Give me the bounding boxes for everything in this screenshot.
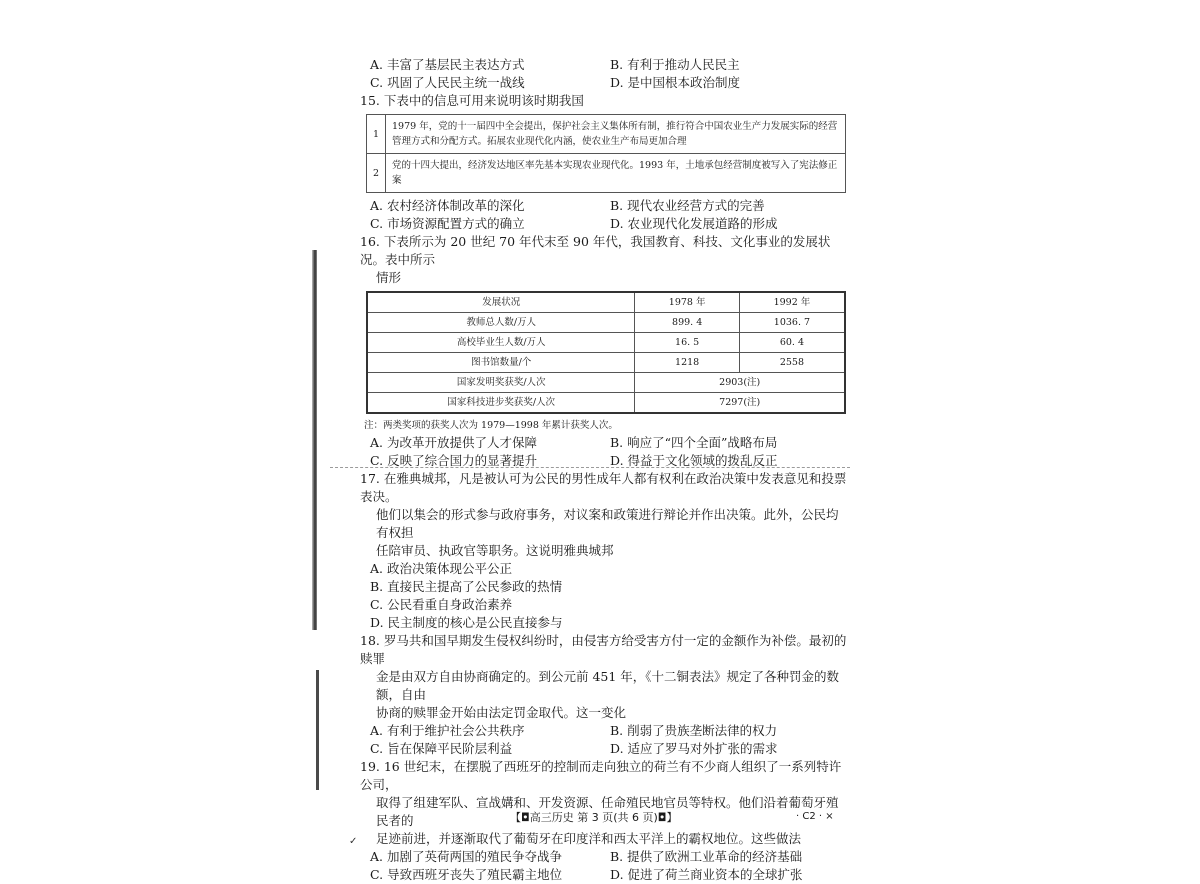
q19-option-a[interactable]: A. 加剧了英荷两国的殖民争夺战争: [370, 849, 562, 864]
q15-option-d[interactable]: D. 农业现代化发展道路的形成: [610, 216, 778, 231]
q14-option-b[interactable]: B. 有利于推动人民民主: [610, 57, 740, 72]
q16-row4-label: 国家发明奖获奖/人次: [367, 373, 635, 393]
q16-row1-1992: 1036. 7: [739, 313, 845, 333]
q14-option-a[interactable]: A. 丰富了基层民主表达方式: [370, 57, 525, 72]
q15-row2-text: 党的十四大提出，经济发达地区率先基本实现农业现代化。1993 年，土地承包经营制度被写入了宪法修正案: [386, 154, 846, 193]
q16-row5-value: 7297(注): [635, 393, 845, 414]
q18-options-row1: [360, 722, 850, 740]
table-row: [367, 313, 845, 333]
q17-option-d[interactable]: D. 民主制度的核心是公民直接参与: [370, 615, 563, 630]
q19-option-c[interactable]: C. 导致西班牙丧失了殖民霸主地位: [370, 867, 563, 882]
q15-options-row1: [360, 197, 850, 215]
q19-option-b[interactable]: B. 提供了欧洲工业革命的经济基础: [610, 849, 803, 864]
scan-binding-edge-lower: [316, 670, 319, 790]
table-row: [367, 353, 845, 373]
q18-stem-line1: 18. 罗马共和国早期发生侵权纠纷时，由侵害方给受害方付一定的金额作为补偿。最初的赎罪: [360, 633, 847, 666]
q16-table-note: 注：两类奖项的获奖人次为 1979—1998 年累计获奖人次。: [364, 420, 618, 431]
q16-row1-label: 教师总人数/万人: [367, 313, 635, 333]
q16-row3-1978: 1218: [635, 353, 739, 373]
q17-stem-line2: 他们以集会的形式参与政府事务，对议案和政策进行辩论并作出决策。此外，公民均有权担: [376, 507, 839, 540]
q15-row1-text: 1979 年，党的十一届四中全会提出，保护社会主义集体所有制，推行符合中国农业生产力发展实际的经营管理方式和分配方式。拓展农业现代化内涵，使农业生产布局更加合理: [386, 115, 846, 154]
q16-option-a[interactable]: A. 为改革开放提供了人才保障: [370, 435, 537, 450]
q17-option-a[interactable]: A. 政治决策体现公平公正: [370, 561, 512, 576]
table-header-row: [367, 292, 845, 313]
q16-options-row2: [360, 452, 850, 470]
q14-options-row2: [360, 74, 850, 92]
exam-page: [360, 56, 850, 884]
tick-mark-icon: ✓: [349, 836, 358, 847]
q17-stem-line3: 任陪审员、执政官等职务。这说明雅典城邦: [376, 543, 614, 558]
q18-option-c[interactable]: C. 旨在保障平民阶层利益: [370, 741, 513, 756]
q19-options-row2: [360, 866, 850, 884]
q17-option-c[interactable]: C. 公民看重自身政治素养: [370, 597, 513, 612]
page-code: · C2 · ×: [796, 811, 834, 822]
q18-stem-line3: 协商的赎罪金开始由法定罚金取代。这一变化: [376, 705, 627, 720]
q15-stem: 15. 下表中的信息可用来说明该时期我国: [360, 93, 584, 108]
q15-option-b[interactable]: B. 现代农业经营方式的完善: [610, 198, 765, 213]
q16-options-row1: [360, 434, 850, 452]
q16-table: [366, 291, 846, 414]
q16-option-c[interactable]: C. 反映了综合国力的显著提升: [370, 453, 538, 468]
q17-option-b[interactable]: B. 直接民主提高了公民参政的热情: [370, 579, 563, 594]
q15-option-a[interactable]: A. 农村经济体制改革的深化: [370, 198, 525, 213]
q14-option-d[interactable]: D. 是中国根本政治制度: [610, 75, 741, 90]
q14-option-c[interactable]: C. 巩固了人民民主统一战线: [370, 75, 525, 90]
q19-options-row1: [360, 848, 850, 866]
q16-row4-value: 2903(注): [635, 373, 845, 393]
q16-header-1992: 1992 年: [739, 292, 845, 313]
q14-options-row1: [360, 56, 850, 74]
q19-stem-line2: 取得了组建军队、宣战媾和、开发资源、任命殖民地官员等特权。他们沿着葡萄牙殖民者的: [376, 795, 839, 828]
table-row: [367, 154, 846, 193]
q18-option-b[interactable]: B. 削弱了贵族垄断法律的权力: [610, 723, 778, 738]
q18-options-row2: [360, 740, 850, 758]
q16-row5-label: 国家科技进步奖获奖/人次: [367, 393, 635, 414]
scan-binding-edge: [312, 250, 317, 630]
q18-stem-line2: 金是由双方自由协商确定的。到公元前 451 年，《十二铜表法》规定了各种罚金的数额，自由: [376, 669, 840, 702]
q18-option-d[interactable]: D. 适应了罗马对外扩张的需求: [610, 741, 778, 756]
q16-row3-label: 图书馆数量/个: [367, 353, 635, 373]
table-row: [367, 333, 845, 353]
q17-stem-line1: 17. 在雅典城邦，凡是被认可为公民的男性成年人都有权利在政治决策中发表意见和投票表决。: [360, 471, 847, 504]
q18-option-a[interactable]: A. 有利于维护社会公共秩序: [370, 723, 525, 738]
q16-header-status: 发展状况: [367, 292, 635, 313]
q15-option-c[interactable]: C. 市场资源配置方式的确立: [370, 216, 525, 231]
q19-option-d[interactable]: D. 促进了荷兰商业资本的全球扩张: [610, 867, 803, 882]
q19-stem-line1: 19. 16 世纪末，在摆脱了西班牙的控制而走向独立的荷兰有不少商人组织了一系列特许公司，: [360, 759, 842, 792]
q16-row2-1978: 16. 5: [635, 333, 739, 353]
table-row: [367, 115, 846, 154]
q16-row3-1992: 2558: [739, 353, 845, 373]
q16-option-d[interactable]: D. 得益于文化领域的拨乱反正: [610, 453, 778, 468]
q16-header-1978: 1978 年: [635, 292, 739, 313]
q19-stem-line3: 足迹前进，并逐渐取代了葡萄牙在印度洋和西太平洋上的霸权地位。这些做法: [376, 831, 802, 846]
table-row: [367, 373, 845, 393]
q16-stem-line2: 情形: [376, 270, 402, 285]
q16-stem-line1: 16. 下表所示为 20 世纪 70 年代末至 90 年代，我国教育、科技、文化事业的发展状况。表中所示: [360, 234, 831, 267]
q15-options-row2: [360, 215, 850, 233]
q16-row1-1978: 899. 4: [635, 313, 739, 333]
q15-table: [366, 114, 846, 193]
q16-row2-1992: 60. 4: [739, 333, 845, 353]
q16-row2-label: 高校毕业生人数/万人: [367, 333, 635, 353]
q16-option-b[interactable]: B. 响应了“四个全面”战略布局: [610, 435, 778, 450]
table-row: [367, 393, 845, 414]
q15-row2-num: 2: [367, 154, 386, 193]
q15-row1-num: 1: [367, 115, 386, 154]
page-footer: 【◘高三历史 第 3 页(共 6 页)◘】: [510, 811, 678, 824]
